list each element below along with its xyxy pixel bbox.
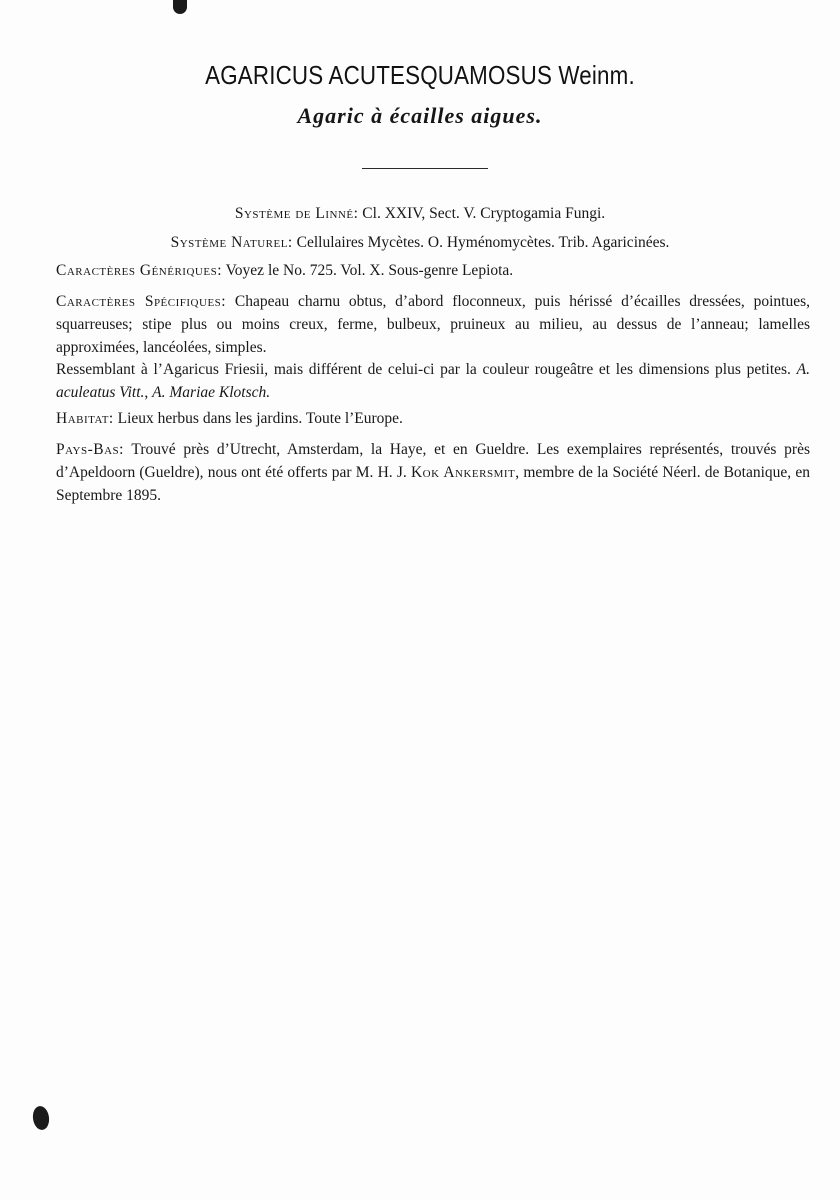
donor-name: Kok Ankersmit bbox=[410, 464, 516, 481]
resemblance-ref-mariae: A. Mariae Klotsch. bbox=[152, 384, 271, 401]
resemblance-ref-aculeatus: A. aculeatus Vitt. bbox=[56, 361, 810, 401]
habitat-label: Habitat: bbox=[56, 410, 114, 427]
page-title: AGARICUS ACUTESQUAMOSUS Weinm. bbox=[205, 60, 635, 90]
pays-bas-text: Trouvé près d’Utrecht, Amsterdam, la Haye, et en Gueldre. Les exemplaires représentés, trouvés près d’Apeldoorn (Gueldre), nous ont été offerts par M. H. J. bbox=[56, 441, 810, 481]
naturel-label: Système Naturel: bbox=[170, 234, 293, 251]
naturel-line bbox=[0, 234, 840, 252]
ink-speck-bottom bbox=[31, 1105, 50, 1131]
specifiques-text: Chapeau charnu obtus, d’abord floconneux, puis hérissé d’écailles dressées, pointues, squarreuses; stipe plus ou moins creux, ferme, bulbeux, pruineux au milieu, au dessus de l’anneau; lamelles approximées, lancéolées, simples. bbox=[56, 293, 811, 356]
habitat-text: Lieux herbus dans les jardins. Toute l’Europe. bbox=[117, 410, 403, 427]
resemblance-paragraph bbox=[56, 358, 810, 404]
linne-label: Système de Linné: bbox=[234, 205, 359, 222]
pays-bas-label: Pays-Bas: bbox=[56, 441, 124, 458]
specifiques-paragraph bbox=[56, 290, 810, 359]
resemblance-separator: , bbox=[144, 384, 149, 401]
ink-speck-top bbox=[173, 0, 187, 14]
title-divider bbox=[362, 168, 488, 169]
pays-bas-text-end: , membre de la Société Néerl. de Botanique, en Septembre 1895. bbox=[56, 464, 810, 504]
specifiques-label: Caractères Spécifiques: bbox=[56, 293, 227, 310]
linne-line bbox=[0, 205, 840, 223]
linne-text: Cl. XXIV, Sect. V. Cryptogamia Fungi. bbox=[362, 205, 606, 222]
generiques-label: Caractères Génériques: bbox=[56, 262, 222, 279]
page-subtitle: Agaric à écailles aigues. bbox=[297, 103, 543, 128]
habitat-line bbox=[56, 410, 403, 428]
pays-bas-paragraph bbox=[56, 438, 810, 507]
resemblance-text: Ressemblant à l’Agaricus Friesii, mais différent de celui-ci par la couleur rougeâtre et les dimensions plus petites. bbox=[56, 361, 791, 378]
generiques-text: Voyez le No. 725. Vol. X. Sous-genre Lepiota. bbox=[225, 262, 514, 279]
naturel-text: Cellulaires Mycètes. O. Hyménomycètes. Trib. Agaricinées. bbox=[296, 234, 670, 251]
generiques-line bbox=[56, 262, 513, 280]
